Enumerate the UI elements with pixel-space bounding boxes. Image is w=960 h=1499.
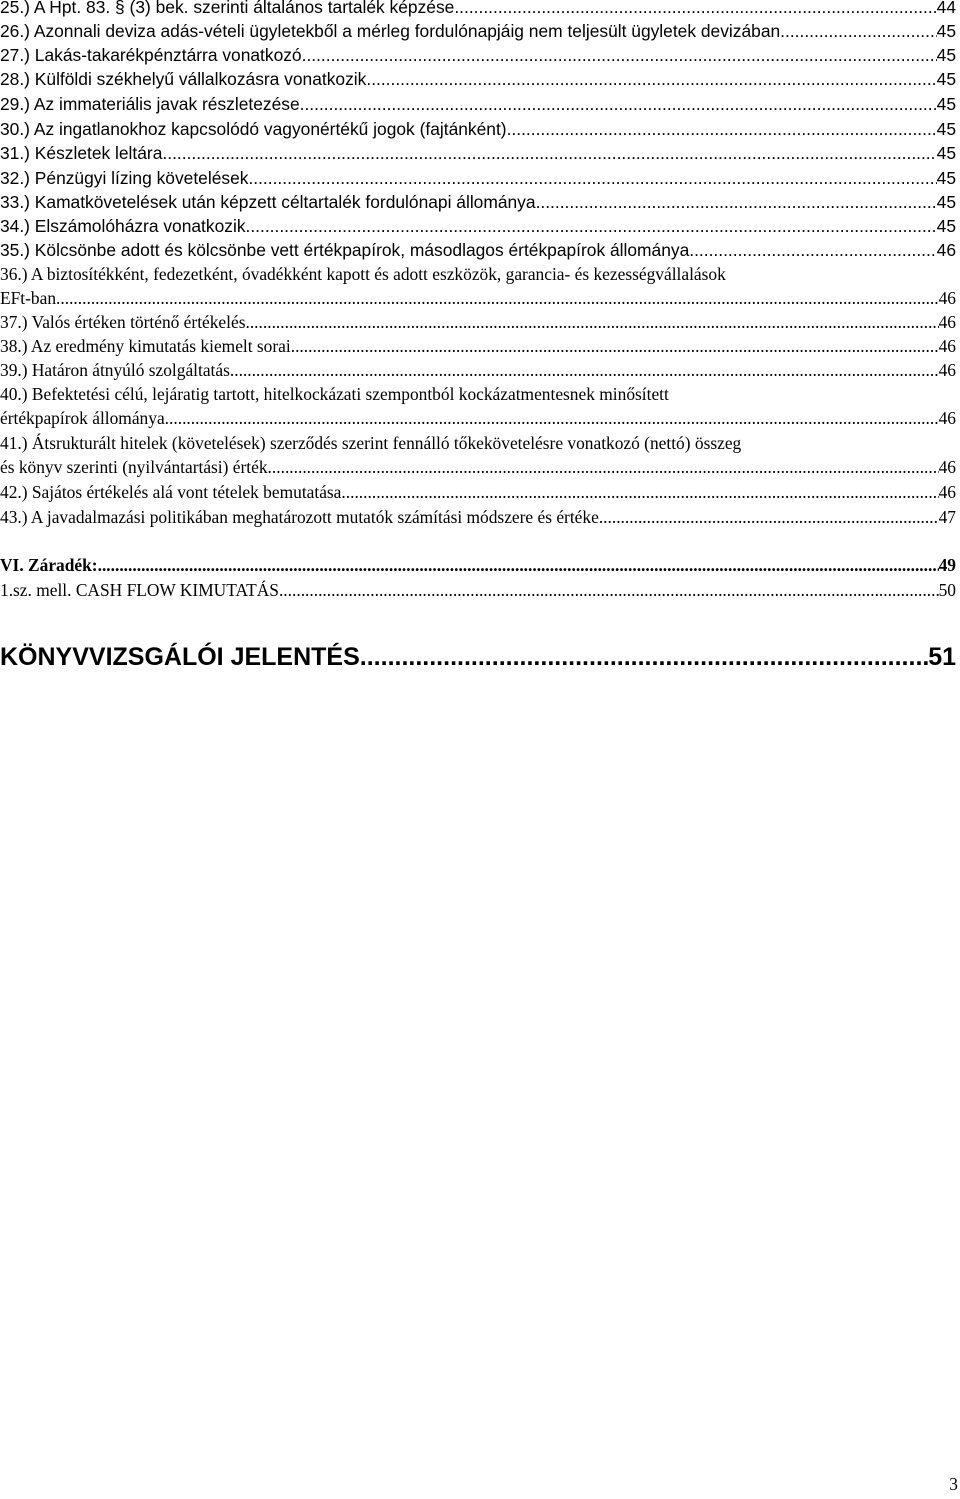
toc-leader-dots	[341, 480, 938, 504]
toc-leader-dots	[300, 92, 937, 116]
toc-heading-title: KÖNYVVIZSGÁLÓI JELENTÉS	[0, 643, 360, 671]
toc-entry-page: 45	[936, 69, 956, 89]
toc-entry-title: 29.) Az immateriális javak részletezése	[0, 94, 300, 114]
toc-entry-31[interactable]	[0, 141, 956, 165]
toc-entry-page: 46	[938, 288, 956, 308]
toc-entry-title: EFt-ban	[0, 288, 57, 308]
toc-entry-34[interactable]	[0, 214, 956, 238]
toc-leader-dots	[780, 19, 936, 43]
toc-leader-dots	[56, 286, 939, 310]
toc-entry-title: és könyv szerinti (nyilvántartási) érték	[0, 457, 268, 477]
toc-leader-dots	[230, 358, 939, 382]
toc-leader-dots	[689, 238, 936, 262]
toc-entry-page: 45	[936, 119, 956, 139]
toc-leader-dots	[536, 190, 937, 214]
toc-entry-title: 27.) Lakás-takarékpénztárra vonatkozó	[0, 45, 302, 65]
toc-entry-title: 34.) Elszámolóházra vonatkozik	[0, 216, 246, 236]
toc-entry-title-line1: 41.) Átsrukturált hitelek (követelések) szerződés szerint fennálló tőkekövetelésre vonatkozó (nettó) összeg	[0, 433, 742, 453]
toc-entry-title: 33.) Kamatkövetelések után képzett céltartalék fordulónapi állománya	[0, 192, 536, 212]
toc-entry-38[interactable]	[0, 334, 956, 358]
toc-entry-32[interactable]	[0, 166, 956, 190]
toc-entry-page: 46	[938, 360, 956, 380]
toc-entry-35[interactable]	[0, 238, 956, 262]
toc-entry-zaradek[interactable]	[0, 553, 956, 577]
toc-entry-39[interactable]	[0, 358, 956, 382]
toc-entry-page: 44	[936, 0, 956, 17]
toc-entry-28[interactable]	[0, 67, 956, 91]
toc-leader-dots	[246, 214, 937, 238]
toc-leader-dots	[454, 0, 936, 19]
toc-entry-title: 32.) Pénzügyi lízing követelések	[0, 168, 249, 188]
toc-entry-title: 42.) Sajátos értékelés alá vont tételek bemutatása	[0, 482, 342, 502]
toc-entry-page: 46	[938, 482, 956, 502]
toc-leader-dots	[302, 43, 937, 67]
toc-entry-title: 39.) Határon átnyúló szolgáltatás	[0, 360, 230, 380]
toc-entry-title: 26.) Azonnali deviza adás-vételi ügyletekből a mérleg fordulónapjáig nem teljesült ügyletek devizában	[0, 21, 781, 41]
toc-entry-title: 43.) A javadalmazási politikában meghatározott mutatók számítási módszere és értéke	[0, 507, 599, 527]
toc-leader-dots	[248, 166, 936, 190]
toc-entry-title: 25.) A Hpt. 83. § (3) bek. szerinti általános tartalék képzése	[0, 0, 455, 17]
toc-entry-page: 46	[938, 408, 956, 428]
toc-leader-dots	[599, 505, 939, 529]
toc-entry-title-line1: 36.) A biztosítékként, fedezetként, óvadékként kapott és adott eszközök, garancia- és kezességvállalások	[0, 264, 726, 284]
toc-entry-page: 51	[928, 643, 956, 671]
toc-entry-page: 45	[936, 216, 956, 236]
toc-entry-page: 49	[938, 555, 956, 575]
toc-entry-page: 46	[936, 240, 956, 260]
toc-entry-title: 1.sz. mell. CASH FLOW KIMUTATÁS	[0, 580, 279, 600]
toc-entry-37[interactable]	[0, 310, 956, 334]
toc-leader-dots	[279, 578, 939, 602]
toc-entry-title: 38.) Az eredmény kimutatás kiemelt sorai	[0, 336, 291, 356]
toc-entry-page: 45	[936, 21, 956, 41]
toc-leader-dots	[291, 334, 939, 358]
toc-entry-title: 37.) Valós értéken történő értékelés	[0, 312, 246, 332]
toc-entry-page: 45	[936, 45, 956, 65]
toc-leader-dots	[268, 455, 939, 479]
toc-leader-dots	[162, 141, 936, 165]
toc-entry-26[interactable]	[0, 19, 956, 43]
toc-entry-page: 46	[938, 336, 956, 356]
toc-leader-dots	[507, 117, 937, 141]
toc-entry-title: 30.) Az ingatlanokhoz kapcsolódó vagyonértékű jogok (fajtánként)	[0, 119, 507, 139]
toc-entry-29[interactable]	[0, 92, 956, 116]
toc-entry-page: 45	[936, 143, 956, 163]
toc-section-title: VI. Záradék:	[0, 555, 98, 575]
toc-entry-title-line1: 40.) Befektetési célú, lejáratig tartott, hitelkockázati szempontból kockázatmentesnek minősített	[0, 384, 669, 404]
toc-entry-40[interactable]	[0, 382, 956, 430]
toc-leader-dots	[165, 406, 939, 430]
toc-entry-42[interactable]	[0, 480, 956, 504]
toc-entry-page: 45	[936, 168, 956, 188]
toc-entry-title: 31.) Készletek leltára	[0, 143, 163, 163]
toc-entry-audit-report[interactable]	[0, 642, 956, 672]
toc-entry-title: 35.) Kölcsönbe adott és kölcsönbe vett értékpapírok, másodlagos értékpapírok állománya	[0, 240, 690, 260]
toc-entry-title: 28.) Külföldi székhelyű vállalkozásra vonatkozik	[0, 69, 367, 89]
toc-entry-27[interactable]	[0, 43, 956, 67]
toc-entry-33[interactable]	[0, 190, 956, 214]
page-number: 3	[949, 1474, 958, 1494]
toc-entry-page: 45	[936, 94, 956, 114]
toc-leader-dots	[245, 310, 938, 334]
toc-entry-41[interactable]	[0, 431, 956, 479]
toc-leader-dots	[360, 642, 928, 672]
toc-entry-title: értékpapírok állománya	[0, 408, 165, 428]
toc-entry-25[interactable]	[0, 0, 956, 19]
toc-entry-cash-flow[interactable]	[0, 578, 956, 602]
toc-entry-page: 46	[938, 457, 956, 477]
toc-entry-page: 45	[936, 192, 956, 212]
toc-entry-page: 47	[938, 507, 956, 527]
toc-entry-43[interactable]	[0, 505, 956, 529]
toc-entry-page: 46	[938, 312, 956, 332]
toc-entry-page: 50	[938, 580, 956, 600]
toc-leader-dots	[366, 67, 936, 91]
toc-entry-36[interactable]	[0, 262, 956, 310]
toc-leader-dots	[98, 553, 939, 577]
toc-entry-30[interactable]	[0, 117, 956, 141]
